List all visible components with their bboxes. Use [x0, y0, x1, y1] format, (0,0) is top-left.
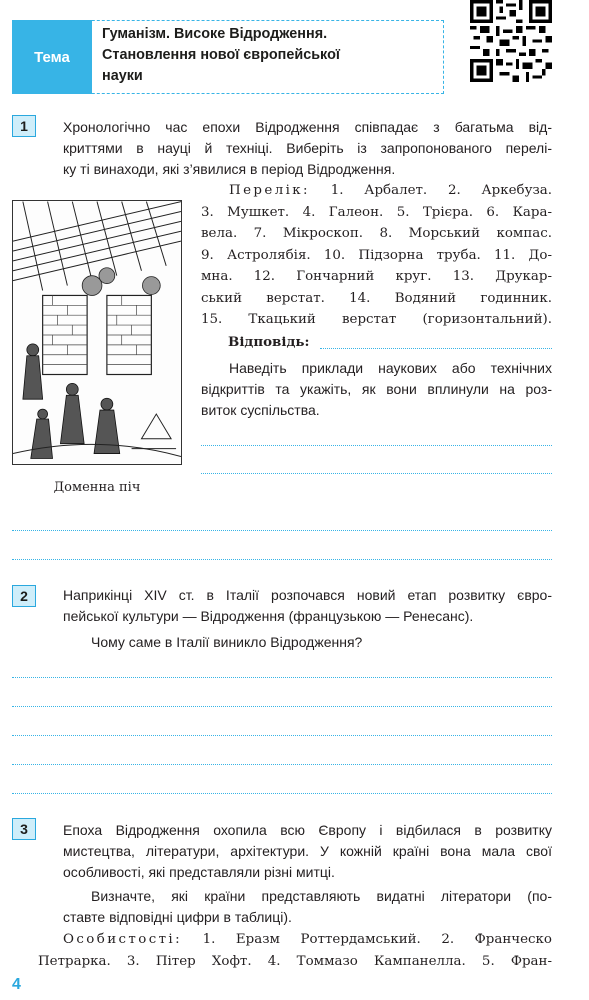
answer-line-7[interactable]	[12, 706, 552, 707]
answer-line-5[interactable]	[12, 559, 552, 560]
answer-line-9[interactable]	[12, 764, 552, 765]
answer-line-8[interactable]	[12, 735, 552, 736]
task-number-2: 2	[12, 585, 36, 607]
blast-furnace-illustration	[12, 200, 182, 465]
topic-title: Гуманізм. Високе Відродження. Становлення нової європейської науки	[102, 26, 340, 84]
task1-intro: Хронологічно час епохи Відродження співпадає з багатьма від- криттями в науці й техніці. Виберіть із запропонованого перелі- ку ті винаходи, які з’явилися в період Відродження.	[63, 119, 552, 177]
task-number-3: 3	[12, 818, 36, 840]
task-number-1: 1	[12, 115, 36, 137]
figure-caption: Доменна піч	[53, 480, 141, 495]
task1-question: Наведіть приклади наукових або технічних відкриттів та укажіть, як вони вплинули на роз- виток суспільства.	[201, 360, 552, 418]
page-number: 4	[12, 976, 21, 993]
answer-line-10[interactable]	[12, 793, 552, 794]
task2-text: Наприкінці XIV ст. в Італії розпочався новий етап розвитку євро- пейської культури — Відродження (французькою — Ренесанс). Чому саме в Італії виникло Відродження?	[63, 587, 552, 650]
answer-label: Відповідь:	[228, 334, 310, 350]
answer-line-1[interactable]	[320, 348, 552, 349]
task3-text: Епоха Відродження охопила всю Європу і відбилася в розвитку мистецтва, літератури, архітектури. У кожній країні вона мала свої особливості, які представляли різні митці. Визначте, які країни представляють видатні літератори (по- ставте відповідні цифри в таблиці).	[63, 822, 552, 925]
task1-list: Перелік: 1. Арбалет. 2. Аркебуза. 3. Мушкет. 4. Галеон. 5. Трієра. 6. Кара- вела. 7. Мікроскоп. 8. Морський компас. 9. Астролябія. 10. Підзорна труба. 11. До- мна. 12. Гончарний круг. 13. Друкар- ський верстат. 14. Водяний годинник. 15. Ткацький верстат (горизонтальний).	[201, 183, 552, 327]
answer-line-6[interactable]	[12, 677, 552, 678]
qr-code-icon[interactable]	[470, 0, 552, 82]
answer-line-4[interactable]	[12, 530, 552, 531]
answer-line-3[interactable]	[201, 473, 552, 474]
answer-line-2[interactable]	[201, 445, 552, 446]
topic-label: Тема	[12, 20, 92, 94]
task3-persons: Особистості: 1. Еразм Роттердамський. 2. Франческо Петрарка. 3. Пітер Хофт. 4. Томмазо Кампанелла. 5. Фран-	[38, 932, 552, 969]
